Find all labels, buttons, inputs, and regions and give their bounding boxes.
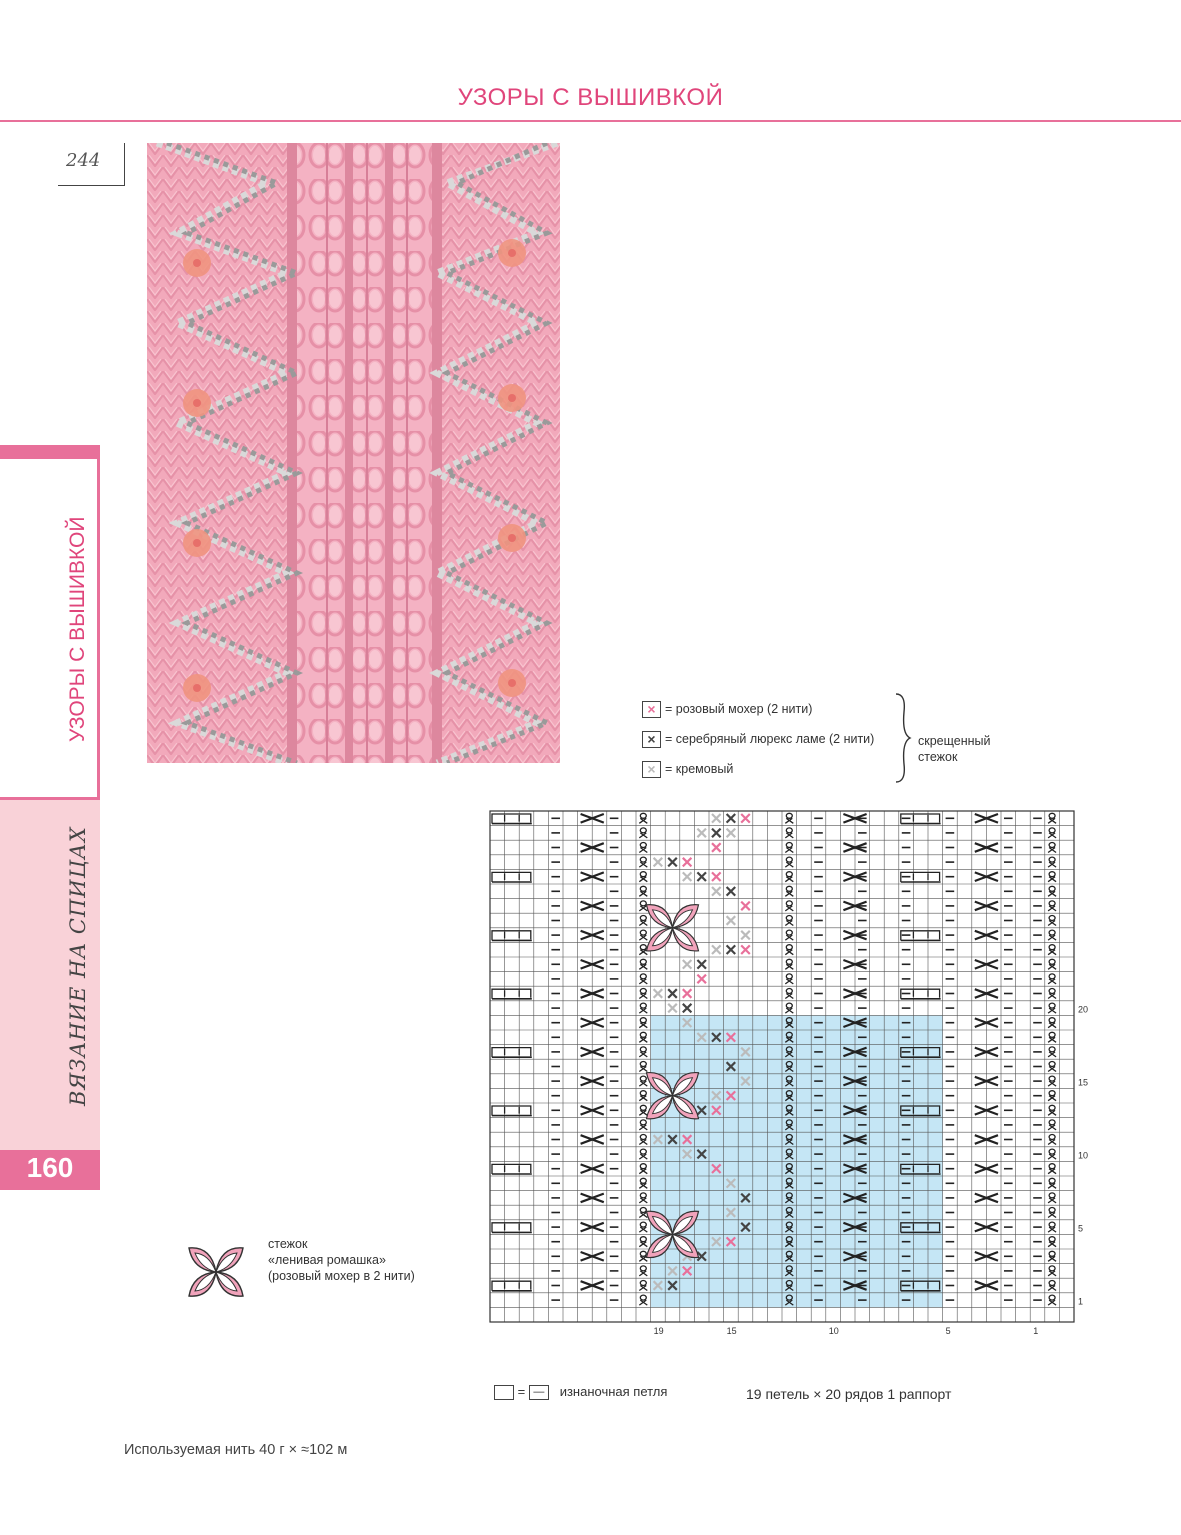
twisted-stitch-mark bbox=[1049, 1105, 1055, 1110]
twisted-stitch-mark bbox=[1049, 1178, 1055, 1183]
twisted-stitch-mark bbox=[640, 1062, 646, 1067]
cross-stitch-mark bbox=[712, 887, 721, 896]
twisted-stitch-mark bbox=[1049, 886, 1055, 891]
daisy-caption-line1: стежок bbox=[268, 1237, 308, 1251]
twisted-stitch-mark bbox=[640, 1018, 646, 1023]
cable-mark bbox=[492, 1164, 531, 1174]
chart-col-number: 19 bbox=[653, 1326, 664, 1336]
twisted-stitch-mark bbox=[640, 945, 646, 950]
twisted-stitch-mark bbox=[1049, 857, 1055, 862]
knitted-sample-photo bbox=[147, 143, 560, 763]
twisted-stitch-mark bbox=[1049, 974, 1055, 979]
cable-mark bbox=[492, 1048, 531, 1058]
header-divider bbox=[0, 120, 1181, 122]
twisted-stitch-mark bbox=[640, 930, 646, 935]
twisted-stitch-mark bbox=[786, 945, 792, 950]
twisted-stitch-mark bbox=[640, 1091, 646, 1096]
twisted-stitch-mark bbox=[1049, 1047, 1055, 1052]
twisted-stitch-mark bbox=[1049, 1018, 1055, 1023]
cross-stitch-mark bbox=[712, 872, 721, 881]
cross-stitch-mark bbox=[741, 902, 750, 911]
twisted-stitch-mark bbox=[786, 974, 792, 979]
chart-row-number: 10 bbox=[1078, 1150, 1089, 1161]
chart-row-number: 20 bbox=[1078, 1004, 1089, 1015]
cross-stitch-mark bbox=[654, 858, 663, 867]
dark-cross-icon: × bbox=[642, 731, 661, 748]
cross-stitch-mark bbox=[683, 1004, 692, 1013]
purl-legend bbox=[494, 1384, 667, 1400]
twisted-stitch-mark bbox=[786, 989, 792, 994]
twisted-stitch-mark bbox=[640, 1251, 646, 1256]
twisted-stitch-mark bbox=[1049, 945, 1055, 950]
cross-stitch-mark bbox=[712, 829, 721, 838]
cross-stitch-mark bbox=[727, 814, 736, 823]
twisted-stitch-mark bbox=[1049, 1222, 1055, 1227]
lazy-daisy-icon bbox=[183, 1240, 249, 1304]
twisted-stitch-mark bbox=[640, 1237, 646, 1242]
twisted-stitch-mark bbox=[640, 1105, 646, 1110]
twisted-stitch-mark bbox=[640, 1076, 646, 1081]
twisted-stitch-mark bbox=[640, 901, 646, 906]
twisted-stitch-mark bbox=[1049, 1120, 1055, 1125]
chart-row-number: 5 bbox=[1078, 1223, 1084, 1234]
side-tab-accent bbox=[0, 445, 100, 459]
twisted-stitch-mark bbox=[640, 974, 646, 979]
twisted-stitch-mark bbox=[786, 828, 792, 833]
daisy-caption-line2: «ленивая ромашка» bbox=[268, 1253, 386, 1267]
cross-stitch-mark bbox=[668, 858, 677, 867]
cross-stitch-mark bbox=[741, 945, 750, 954]
twisted-stitch-mark bbox=[640, 1120, 646, 1125]
light-cross-icon: × bbox=[642, 761, 661, 778]
twisted-stitch-mark bbox=[1049, 930, 1055, 935]
cross-stitch-mark bbox=[712, 945, 721, 954]
cross-stitch-mark bbox=[697, 872, 706, 881]
twisted-stitch-mark bbox=[640, 828, 646, 833]
legend-item-pink bbox=[642, 701, 812, 718]
twisted-stitch-mark bbox=[640, 1295, 646, 1300]
twisted-stitch-mark bbox=[786, 872, 792, 877]
twisted-stitch-mark bbox=[640, 813, 646, 818]
legend-item-silver bbox=[642, 731, 874, 748]
twisted-stitch-mark bbox=[786, 843, 792, 848]
chart-col-number: 5 bbox=[945, 1326, 951, 1336]
daisy-caption-line3: (розовый мохер в 2 нити) bbox=[268, 1269, 415, 1283]
cross-stitch-mark bbox=[741, 931, 750, 940]
twisted-stitch-mark bbox=[640, 1178, 646, 1183]
cross-stitch-mark bbox=[683, 989, 692, 998]
chart-grid bbox=[490, 811, 1074, 1322]
twisted-stitch-mark bbox=[1049, 872, 1055, 877]
chart-col-number: 1 bbox=[1033, 1326, 1039, 1336]
chart-col-number: 15 bbox=[726, 1326, 737, 1336]
twisted-stitch-mark bbox=[786, 916, 792, 921]
twisted-stitch-mark bbox=[640, 872, 646, 877]
cross-stitch-mark bbox=[741, 814, 750, 823]
twisted-stitch-mark bbox=[1049, 1295, 1055, 1300]
cross-stitch-mark bbox=[683, 960, 692, 969]
twisted-stitch-mark bbox=[1049, 1281, 1055, 1286]
pink-cross-icon: × bbox=[642, 701, 661, 718]
legend-item-cream bbox=[642, 761, 733, 778]
cross-stitch-mark bbox=[712, 843, 721, 852]
twisted-stitch-mark bbox=[640, 886, 646, 891]
twisted-stitch-mark bbox=[1049, 1135, 1055, 1140]
cable-mark bbox=[492, 931, 531, 941]
cross-stitch-mark bbox=[668, 1004, 677, 1013]
legend-stitch-line1: скрещенный bbox=[918, 734, 991, 748]
twisted-stitch-mark bbox=[1049, 1076, 1055, 1081]
pattern-number: 244 bbox=[66, 150, 101, 171]
purl-legend-equals: = bbox=[517, 1384, 526, 1399]
twisted-stitch-mark bbox=[1049, 1266, 1055, 1271]
legend-label: = розовый мохер (2 нити) bbox=[665, 701, 813, 716]
cable-mark bbox=[492, 989, 531, 999]
twisted-stitch-mark bbox=[640, 1047, 646, 1052]
twisted-stitch-mark bbox=[640, 1193, 646, 1198]
chart-row-number: 15 bbox=[1078, 1077, 1089, 1088]
twisted-stitch-mark bbox=[1049, 901, 1055, 906]
yarn-note: Используемая нить 40 г × ≈102 м bbox=[124, 1442, 348, 1458]
twisted-stitch-mark bbox=[640, 1266, 646, 1271]
twisted-stitch-mark bbox=[1049, 1237, 1055, 1242]
purl-legend-label: изнаночная петля bbox=[559, 1384, 668, 1399]
legend-label: = кремовый bbox=[665, 761, 734, 776]
twisted-stitch-mark bbox=[1049, 1251, 1055, 1256]
twisted-stitch-mark bbox=[640, 1222, 646, 1227]
page-number: 160 bbox=[26, 1152, 74, 1183]
cross-stitch-mark bbox=[727, 916, 736, 925]
twisted-stitch-mark bbox=[786, 1003, 792, 1008]
twisted-stitch-mark bbox=[786, 813, 792, 818]
cross-stitch-mark bbox=[697, 829, 706, 838]
knitting-chart bbox=[489, 810, 1092, 1366]
twisted-stitch-mark bbox=[1049, 989, 1055, 994]
twisted-stitch-mark bbox=[1049, 1032, 1055, 1037]
twisted-stitch-mark bbox=[1049, 1091, 1055, 1096]
twisted-stitch-mark bbox=[640, 843, 646, 848]
chart-row-number: 1 bbox=[1078, 1296, 1084, 1307]
twisted-stitch-mark bbox=[786, 930, 792, 935]
twisted-stitch-mark bbox=[1049, 828, 1055, 833]
twisted-stitch-mark bbox=[640, 1003, 646, 1008]
cross-stitch-mark bbox=[712, 814, 721, 823]
twisted-stitch-mark bbox=[786, 959, 792, 964]
cross-stitch-mark bbox=[697, 960, 706, 969]
lazy-daisy-caption bbox=[268, 1236, 415, 1284]
legend-stitch-line2: стежок bbox=[918, 750, 958, 764]
cross-stitch-mark bbox=[668, 989, 677, 998]
repeat-note: 19 петель × 20 рядов 1 раппорт bbox=[746, 1386, 952, 1402]
twisted-stitch-mark bbox=[786, 857, 792, 862]
twisted-stitch-mark bbox=[640, 857, 646, 862]
empty-cell-icon bbox=[494, 1385, 514, 1400]
brace-icon bbox=[892, 692, 912, 784]
page-header-title: УЗОРЫ С ВЫШИВКОЙ bbox=[457, 84, 724, 111]
twisted-stitch-mark bbox=[786, 901, 792, 906]
twisted-stitch-mark bbox=[640, 1208, 646, 1213]
twisted-stitch-mark bbox=[1049, 1062, 1055, 1067]
legend-stitch-name bbox=[918, 733, 991, 765]
twisted-stitch-mark bbox=[640, 1281, 646, 1286]
chart-col-number: 10 bbox=[828, 1326, 839, 1336]
cable-mark bbox=[492, 1223, 531, 1233]
twisted-stitch-mark bbox=[1049, 959, 1055, 964]
twisted-stitch-mark bbox=[640, 1135, 646, 1140]
side-book-title: ВЯЗАНИЕ НА СПИЦАХ bbox=[66, 826, 90, 1106]
twisted-stitch-mark bbox=[1049, 1193, 1055, 1198]
side-section-label: УЗОРЫ С ВЫШИВКОЙ bbox=[66, 516, 89, 742]
twisted-stitch-mark bbox=[1049, 1149, 1055, 1154]
cable-mark bbox=[492, 872, 531, 882]
twisted-stitch-mark bbox=[1049, 813, 1055, 818]
twisted-stitch-mark bbox=[1049, 1208, 1055, 1213]
cross-stitch-mark bbox=[727, 829, 736, 838]
twisted-stitch-mark bbox=[1049, 916, 1055, 921]
cross-stitch-mark bbox=[697, 975, 706, 984]
cable-mark bbox=[492, 1106, 531, 1116]
twisted-stitch-mark bbox=[640, 1164, 646, 1169]
twisted-stitch-mark bbox=[786, 886, 792, 891]
twisted-stitch-mark bbox=[640, 1032, 646, 1037]
twisted-stitch-mark bbox=[1049, 1003, 1055, 1008]
cross-stitch-mark bbox=[727, 945, 736, 954]
cross-stitch-mark bbox=[683, 872, 692, 881]
twisted-stitch-mark bbox=[1049, 1164, 1055, 1169]
cross-stitch-mark bbox=[727, 887, 736, 896]
purl-bar-icon: — bbox=[529, 1385, 549, 1400]
twisted-stitch-mark bbox=[640, 959, 646, 964]
cable-mark bbox=[492, 1281, 531, 1291]
cable-mark bbox=[492, 814, 531, 824]
cross-stitch-mark bbox=[683, 858, 692, 867]
twisted-stitch-mark bbox=[640, 916, 646, 921]
twisted-stitch-mark bbox=[640, 1149, 646, 1154]
legend-label: = серебряный люрекс ламе (2 нити) bbox=[665, 731, 875, 746]
cross-stitch-mark bbox=[654, 989, 663, 998]
twisted-stitch-mark bbox=[1049, 843, 1055, 848]
twisted-stitch-mark bbox=[640, 989, 646, 994]
